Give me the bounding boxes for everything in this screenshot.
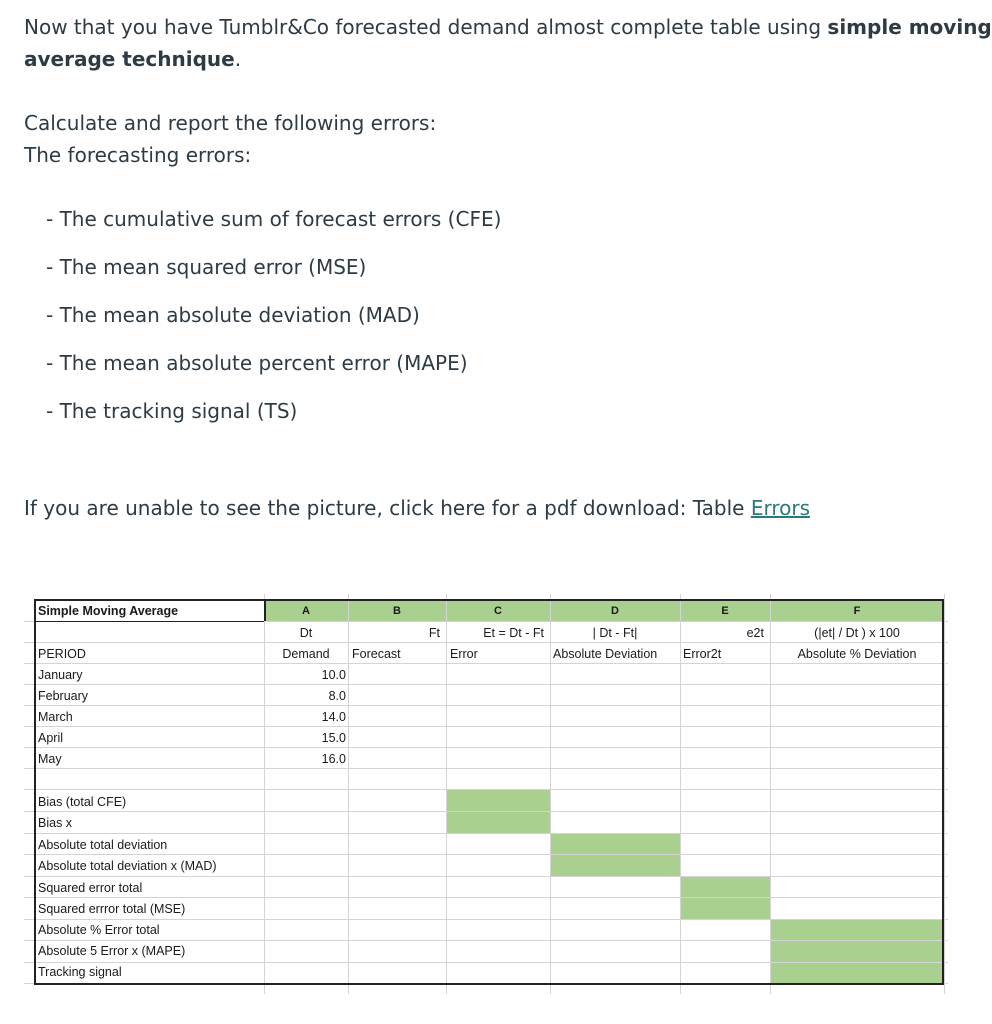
- intro-text: Now that you have Tumblr&Co forecasted demand almost complete table using: [24, 15, 828, 39]
- col-name-demand: Demand: [282, 647, 330, 661]
- summary-row-label: Absolute 5 Error x (MAPE): [38, 944, 186, 958]
- col-letter-f: F: [853, 605, 861, 617]
- summary-row-label: Absolute total deviation x (MAD): [38, 859, 217, 873]
- table-title: Simple Moving Average: [38, 604, 179, 618]
- col-sub-a: Dt: [299, 626, 313, 640]
- col-letter-b: B: [393, 605, 401, 617]
- intro-bold-1: simple moving: [827, 15, 992, 39]
- demand-value: 8.0: [328, 689, 346, 703]
- spreadsheet-table-image: [24, 594, 948, 994]
- demand-value: 15.0: [321, 731, 346, 745]
- period-row-label: February: [38, 689, 89, 703]
- col-letter-d: D: [611, 605, 619, 617]
- summary-row-label: Squared errror total (MSE): [38, 902, 186, 916]
- summary-row-label: Bias x: [38, 816, 73, 830]
- intro-bold-2: average technique: [24, 47, 235, 71]
- intro-paragraph-cont: [24, 43, 241, 75]
- summary-row-label: Squared error total: [38, 881, 143, 895]
- demand-value: 10.0: [321, 668, 346, 682]
- period-row-label: January: [38, 668, 83, 682]
- list-item-mse: - The mean squared error (MSE): [46, 255, 367, 279]
- col-name-abspct: Absolute % Deviation: [797, 647, 917, 661]
- col-letter-e: E: [721, 605, 729, 617]
- period-row-label: April: [38, 731, 64, 745]
- intro-period: .: [234, 47, 242, 71]
- col-name-error: Error: [450, 647, 478, 661]
- summary-row-label: Tracking signal: [38, 965, 122, 979]
- summary-row-label: Absolute % Error total: [38, 923, 160, 937]
- col-name-forecast: Forecast: [352, 647, 401, 661]
- errors-pdf-link[interactable]: Errors: [750, 496, 810, 520]
- col-sub-e: e2t: [746, 626, 764, 640]
- list-item-mape: - The mean absolute percent error (MAPE): [46, 351, 468, 375]
- pdf-note: [24, 492, 810, 524]
- period-label: PERIOD: [38, 647, 86, 661]
- list-item-mad: - The mean absolute deviation (MAD): [46, 303, 420, 327]
- errors-heading: The forecasting errors:: [24, 143, 252, 167]
- col-sub-f: (|et| / Dt ) x 100: [814, 626, 900, 640]
- summary-row-label: Absolute total deviation: [38, 838, 168, 852]
- period-row-label: March: [38, 710, 73, 724]
- pdf-note-text: If you are unable to see the picture, click here for a pdf download: Table: [24, 496, 751, 520]
- list-item-cfe: - The cumulative sum of forecast errors (CFE): [46, 207, 502, 231]
- calc-instruction: Calculate and report the following errors:: [24, 111, 437, 135]
- demand-value: 16.0: [321, 752, 346, 766]
- period-row-label: May: [38, 752, 62, 766]
- list-item-ts: - The tracking signal (TS): [46, 399, 298, 423]
- intro-paragraph: [24, 11, 992, 43]
- demand-value: 14.0: [321, 710, 346, 724]
- col-sub-d: | Dt - Ft|: [592, 626, 638, 640]
- summary-row-label: Bias (total CFE): [38, 795, 127, 809]
- col-sub-b: Ft: [428, 626, 440, 640]
- col-letter-a: A: [302, 605, 310, 617]
- col-letter-c: C: [494, 605, 502, 617]
- col-name-absdev: Absolute Deviation: [553, 647, 658, 661]
- col-name-error2t: Error2t: [683, 647, 722, 661]
- col-sub-c: Et = Dt - Ft: [483, 626, 544, 640]
